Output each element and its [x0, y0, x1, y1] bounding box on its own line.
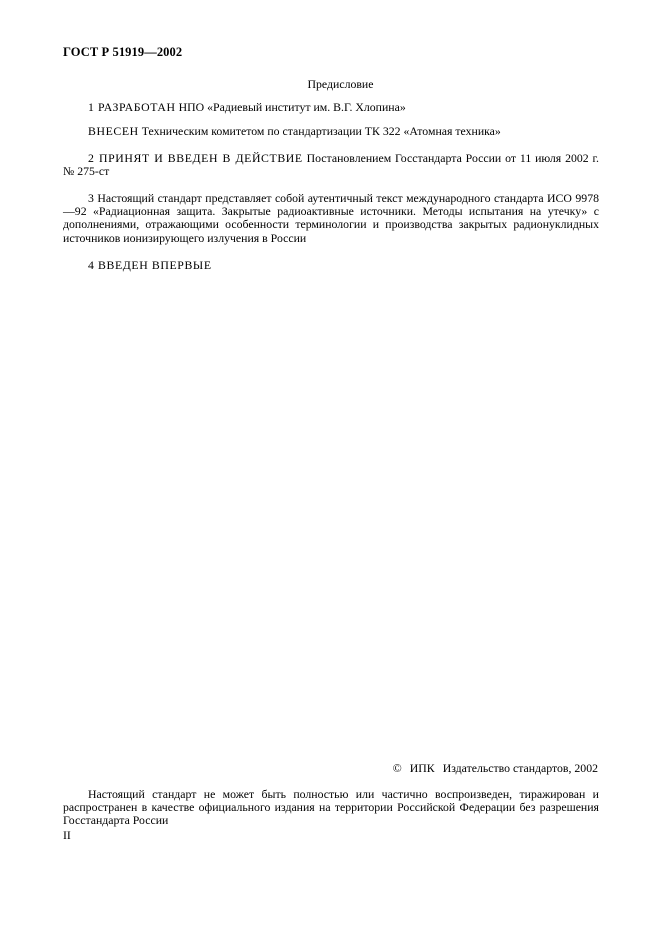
- document-code: ГОСТ Р 51919—2002: [63, 45, 183, 59]
- copyright-icon: ©: [392, 761, 402, 775]
- copyright-org: ИПК: [409, 761, 435, 775]
- item-lead: 1 РАЗРАБОТАН: [88, 100, 176, 114]
- page-number: II: [63, 828, 71, 842]
- copyright-line: [393, 761, 598, 776]
- notice-text: Настоящий стандарт не может быть полностью или частично воспроизведен, тиражирован и распространен в качестве официального издания на территории Российской Федерации без разрешения Госстандарта России: [63, 787, 599, 828]
- item-text: НПО «Радиевый институт им. В.Г. Хлопина»: [175, 100, 406, 114]
- preface-item-developed: [63, 101, 599, 114]
- reproduction-notice: [63, 788, 599, 828]
- item-text: 3 Настоящий стандарт представляет собой аутентичный текст международного стандарта ИСО 9978—92 «Радиационная защита. Закрытые радиоактивные источники. Методы испытания на утечку» с дополнениями, отражающими особенности терминологии и производства закрытых радионуклидных источников ионизирующего излучения в России: [63, 191, 599, 245]
- preface-item-introduced: [63, 125, 599, 138]
- item-lead: 4 ВВЕДЕН ВПЕРВЫЕ: [88, 258, 212, 272]
- item-lead: ВНЕСЕН: [88, 124, 139, 138]
- preface-title: Предисловие: [307, 77, 374, 91]
- item-lead: 2 ПРИНЯТ И ВВЕДЕН В ДЕЙСТВИЕ: [88, 151, 303, 165]
- preface-item-adopted: [63, 152, 599, 178]
- preface-item-authentic-text: [63, 192, 599, 245]
- preface-item-first-introduced: [63, 259, 599, 272]
- copyright-text: Издательство стандартов, 2002: [442, 761, 598, 775]
- item-text: Постановлением Госстандарта России от 11 июля 2002 г. № 275-ст: [63, 151, 599, 179]
- item-text: Техническим комитетом по стандартизации ТК 322 «Атомная техника»: [138, 124, 501, 138]
